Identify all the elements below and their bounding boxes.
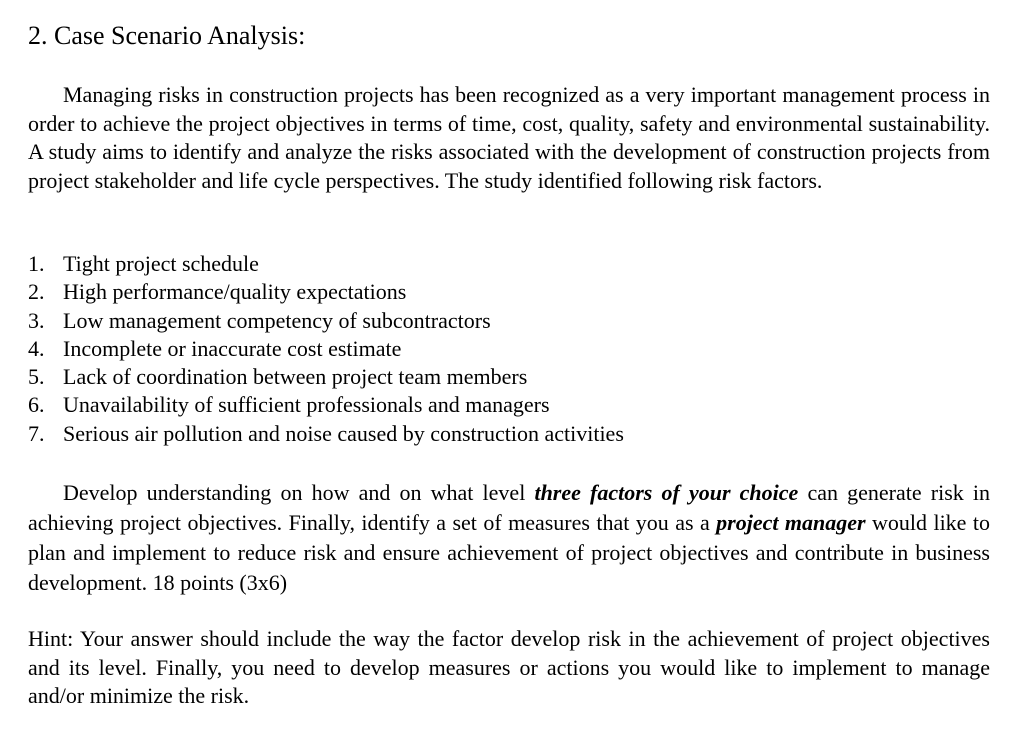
list-item: [28, 363, 624, 391]
task-emphasis-three-factors: three factors of your choice: [534, 480, 799, 505]
list-item-number: 1.: [28, 251, 45, 276]
list-item-text: Lack of coordination between project team members: [63, 364, 528, 390]
list-item-text: Serious air pollution and noise caused by construction activities: [63, 420, 624, 446]
list-item: [28, 335, 624, 363]
risk-factor-list: [28, 250, 624, 448]
task-text-3: would like to plan and implement to reduce risk and ensure achievement of project objectives and contribute in business development. 18 points (3x6): [28, 510, 990, 595]
list-item-number: 5.: [28, 364, 45, 390]
list-item-text: High performance/quality expectations: [63, 279, 407, 305]
task-emphasis-project-manager: project manager: [716, 510, 866, 535]
task-text-2: can generate risk in achieving project objectives. Finally, identify a set of measures that you as a: [28, 480, 991, 535]
list-item: [28, 307, 624, 335]
list-item: [28, 391, 624, 419]
list-item-text: Low management competency of subcontractors: [63, 307, 491, 333]
list-item-number: 6.: [28, 392, 45, 418]
list-item: [28, 278, 624, 306]
list-item-number: 4.: [28, 335, 45, 361]
list-item-number: 3.: [28, 307, 45, 333]
list-item: [28, 250, 624, 278]
task-paragraph: [28, 478, 990, 598]
list-item-number: 2.: [28, 279, 45, 305]
section-heading: 2. Case Scenario Analysis:: [28, 21, 306, 50]
list-item-number: 7.: [28, 420, 45, 446]
list-item-text: Incomplete or inaccurate cost estimate: [63, 335, 402, 361]
list-item: [28, 420, 624, 448]
list-item-text: Tight project schedule: [63, 251, 259, 276]
task-text-1: Develop understanding on how and on what level: [63, 480, 535, 505]
intro-paragraph: Managing risks in construction projects has been recognized as a very important management process in order to achieve the project objectives in terms of time, cost, quality, safety and environmental sustainability. A study aims to identify and analyze the risks associated with the development of construction projects from project stakeholder and life cycle perspectives. The study identified following risk factors.: [28, 82, 990, 193]
list-item-text: Unavailability of sufficient professionals and managers: [63, 392, 550, 418]
hint-paragraph: Hint: Your answer should include the way the factor develop risk in the achievement of project objectives and its level. Finally, you need to develop measures or actions you would like to implement to manage and/or minimize the risk.: [28, 626, 990, 708]
